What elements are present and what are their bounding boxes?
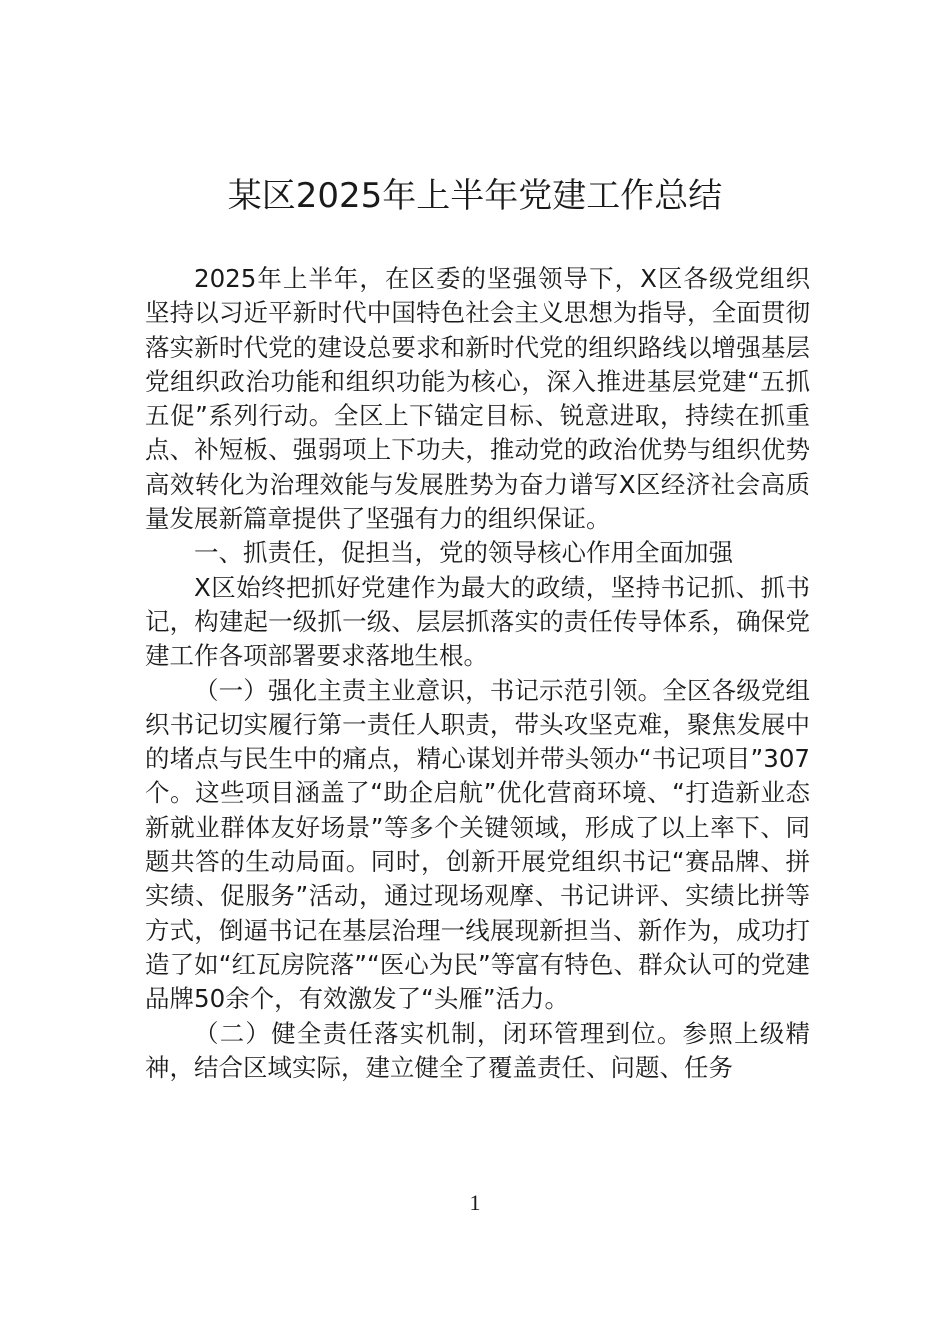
intro-paragraph: 2025年上半年，在区委的坚强领导下，X区各级党组织坚持以习近平新时代中国特色社会主义思想为指导，全面贯彻落实新时代党的建设总要求和新时代党的组织路线以增强基层党组织政治功能和组织功能为核心，深入推进基层党建“五抓五促”系列行动。全区上下锚定目标、锐意进取，持续在抓重点、补短板、强弱项上下功夫，推动党的政治优势与组织优势高效转化为治理效能与发展胜势为奋力谱写X区经济社会高质量发展新篇章提供了坚强有力的组织保证。 xyxy=(145,264,810,534)
section-heading-1: 一、抓责任，促担当，党的领导核心作用全面加强 xyxy=(194,538,733,568)
document-body xyxy=(145,262,810,1085)
page-number: 1 xyxy=(469,1190,481,1215)
subsection-1-paragraph: （一）强化主责主业意识，书记示范引领。全区各级党组织书记切实履行第一责任人职责，带头攻坚克难，聚焦发展中的堵点与民生中的痛点，精心谋划并带头领办“书记项目”307个。这些项目涵盖了“助企启航”优化营商环境、“打造新业态新就业群体友好场景”等多个关键领域，形成了以上率下、同题共答的生动局面。同时，创新开展党组织书记“赛品牌、拼实绩、促服务”活动，通过现场观摩、书记讲评、实绩比拼等方式，倒逼书记在基层治理一线展现新担当、新作为，成功打造了如“红瓦房院落”“医心为民”等富有特色、群众认可的党建品牌50余个，有效激发了“头雁”活力。 xyxy=(145,675,810,1014)
document-title: 某区2025年上半年党建工作总结 xyxy=(227,176,723,216)
section-1-paragraph: X区始终把抓好党建作为最大的政绩，坚持书记抓、抓书记，构建起一级抓一级、层层抓落实的责任传导体系，确保党建工作各项部署要求落地生根。 xyxy=(145,572,810,671)
subsection-2-paragraph: （二）健全责任落实机制，闭环管理到位。参照上级精神，结合区域实际，建立健全了覆盖责任、问题、任务 xyxy=(145,1018,810,1082)
